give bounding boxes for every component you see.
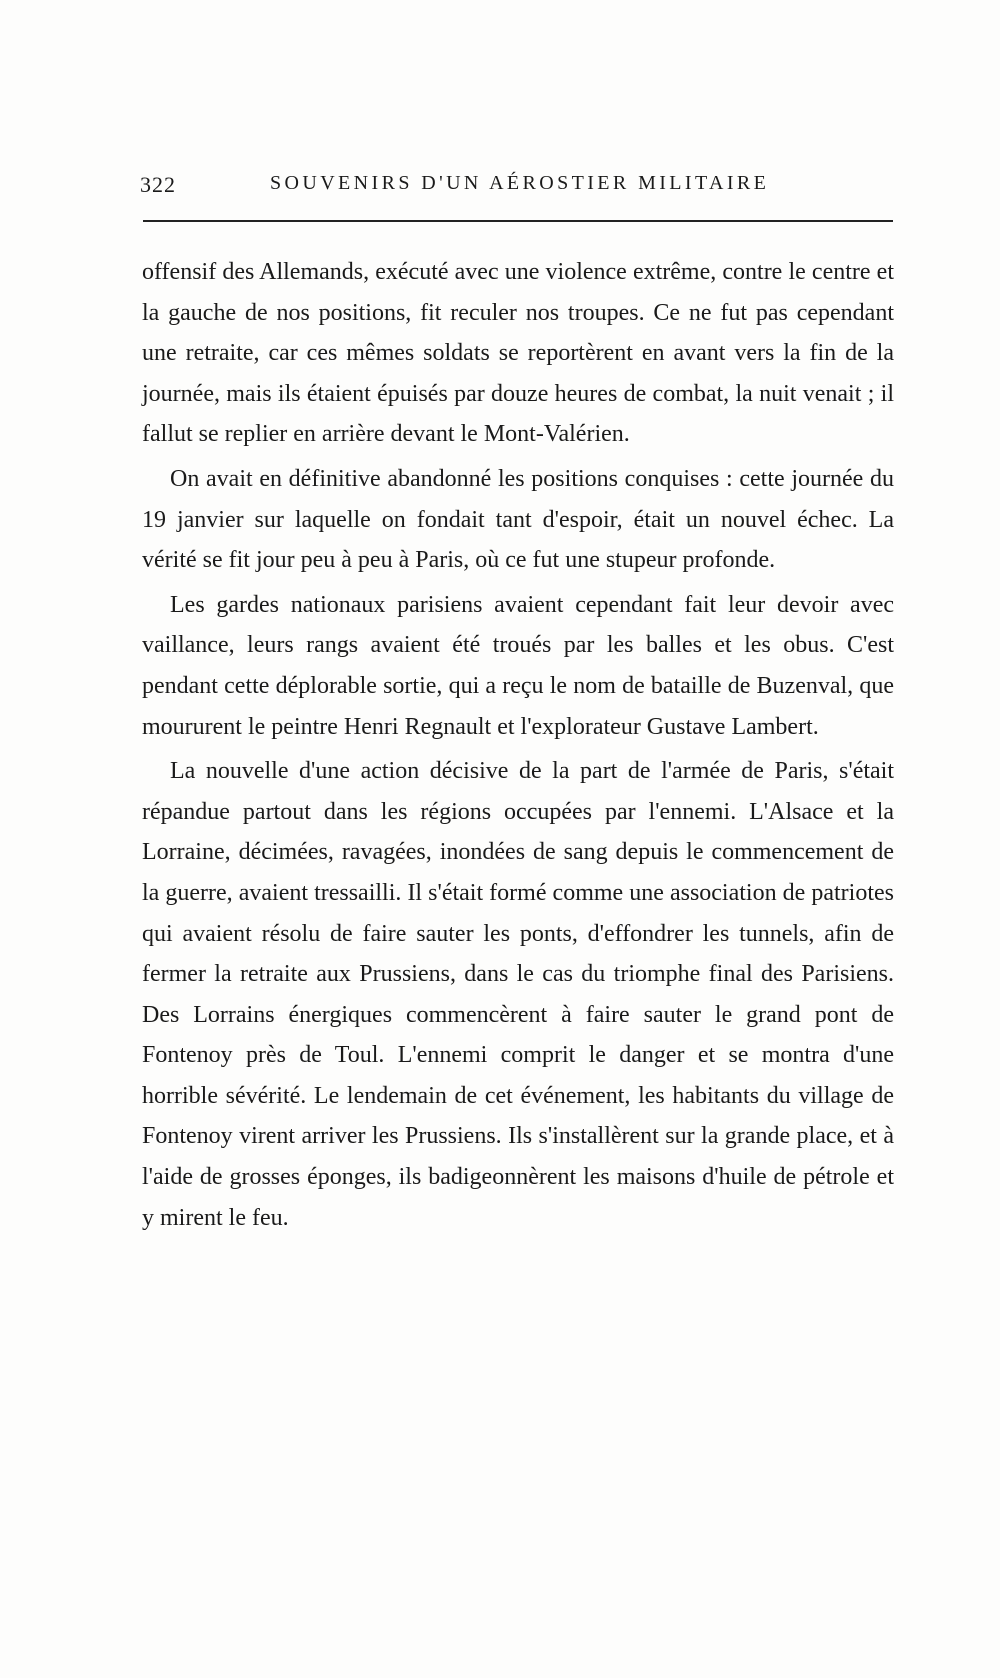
paragraph-3: Les gardes nationaux parisiens avaient cependant fait leur devoir avec vaillance, leurs rangs avaient été troués par les balles et les obus. C'est pendant cette déplorable sortie, qui a reçu le nom de bataille de Buzenval, que moururent le peintre Henri Regnault et l'explorateur Gustave Lambert.: [142, 591, 894, 740]
paragraph-4: La nouvelle d'une action décisive de la part de l'armée de Paris, s'était répandue partout dans les régions occupées par l'ennemi. L'Alsace et la Lorraine, décimées, ravagées, inondées de sang depuis le commencement de la guerre, avaient tressailli. Il s'était formé comme une association de patriotes qui avaient résolu de faire sauter les ponts, d'effondrer les tunnels, afin de fermer la retraite aux Prussiens, dans le cas du triomphe final des Parisiens. Des Lorrains énergiques commencèrent à faire sauter le grand pont de Fontenoy près de Toul. L'ennemi comprit le danger et se montra d'une horrible sévérité. Le lendemain de cet événement, les habitants du village de Fontenoy virent arriver les Prussiens. Ils s'installèrent sur la grande place, et à l'aide de grosses éponges, ils badigeonnèrent les maisons d'huile de pétrole et y mirent le feu.: [142, 758, 894, 1231]
paragraph-2: On avait en définitive abandonné les positions conquises : cette journée du 19 janvier sur laquelle on fondait tant d'espoir, était un nouvel échec. La vérité se fit jour peu à peu à Paris, où ce fut une stupeur profonde.: [142, 465, 894, 574]
body-text: [142, 252, 894, 1238]
page-number: 322: [140, 172, 176, 197]
running-head: [140, 172, 893, 206]
running-title: SOUVENIRS D'UN AÉROSTIER MILITAIRE: [270, 172, 770, 194]
paragraph-1: offensif des Allemands, exécuté avec une violence extrême, contre le centre et la gauche de nos positions, fit reculer nos troupes. Ce ne fut pas cependant une retraite, car ces mêmes soldats se reportèrent en avant vers la fin de la journée, mais ils étaient épuisés par douze heures de combat, la nuit venait ; il fallut se replier en arrière devant le Mont-Valérien.: [142, 259, 894, 448]
header-rule: [143, 220, 893, 222]
